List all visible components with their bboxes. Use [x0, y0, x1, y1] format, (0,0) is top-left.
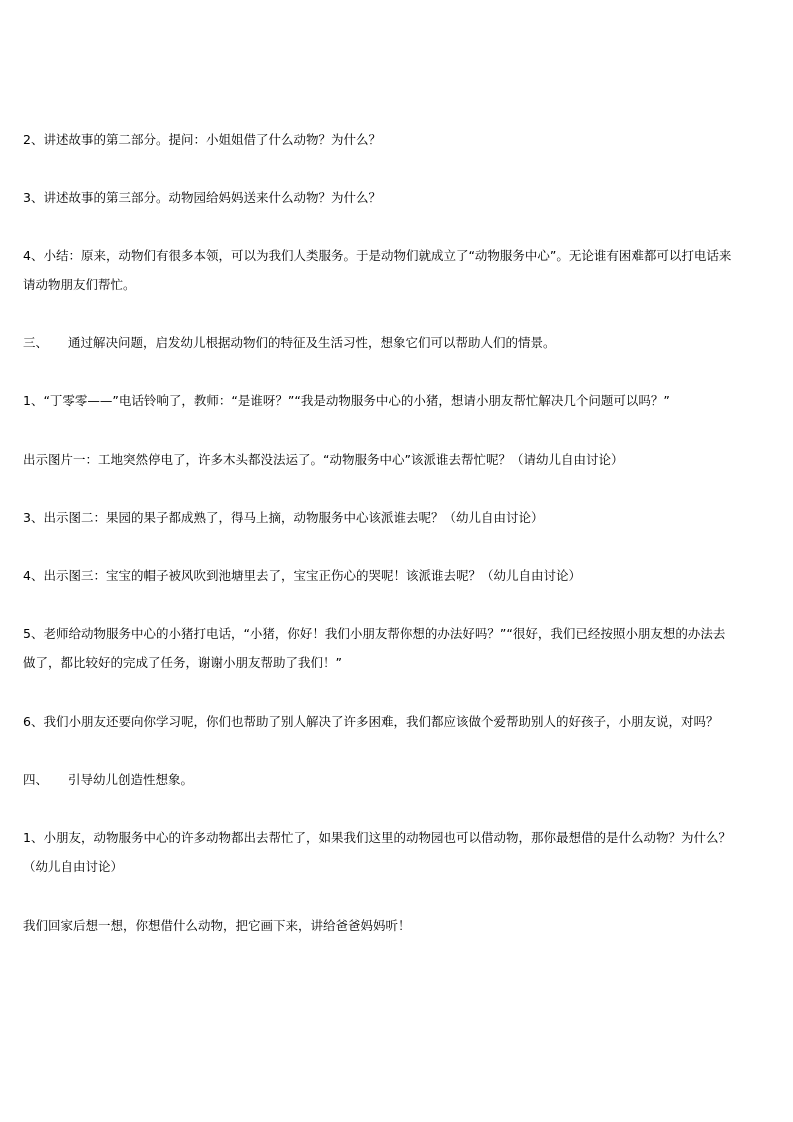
text-line: 4、小结：原来，动物们有很多本领，可以为我们人类服务。于是动物们就成立了“动物服务中心”。无论谁有困难都可以打电话来 — [23, 248, 732, 263]
paragraph-picture-two — [23, 503, 775, 532]
paragraph-borrow-animal — [23, 823, 775, 881]
paragraph-picture-three — [23, 561, 775, 590]
section-number: 三、 — [23, 335, 49, 350]
text-line: 我们回家后想一想，你想借什么动物，把它画下来，讲给爸爸妈妈听！ — [23, 918, 411, 933]
paragraph-learn-from-you — [23, 707, 775, 736]
paragraph-phone-call — [23, 386, 775, 415]
paragraph-teacher-call — [23, 619, 775, 677]
text-line: 3、出示图二：果园的果子都成熟了，得马上摘，动物服务中心该派谁去呢？（幼儿自由讨论） — [23, 510, 544, 525]
paragraph-picture-one — [23, 445, 775, 474]
text-line: 2、讲述故事的第二部分。提问：小姐姐借了什么动物？为什么？ — [23, 132, 381, 147]
paragraph-homework — [23, 911, 775, 940]
text-line: 1、小朋友，动物服务中心的许多动物都出去帮忙了，如果我们这里的动物园也可以借动物，那你最想借的是什么动物？为什么？ — [23, 830, 731, 845]
text-line: 请动物朋友们帮忙。 — [23, 277, 136, 292]
paragraph-story-part-three — [23, 183, 775, 212]
text-line: 4、出示图三：宝宝的帽子被风吹到池塘里去了，宝宝正伤心的哭呢！该派谁去呢？（幼儿自由讨论） — [23, 568, 581, 583]
text-line: （幼儿自由讨论） — [23, 859, 124, 874]
section-number: 四、 — [23, 772, 49, 787]
text-line: 1、“丁零零——”电话铃响了，教师：“是谁呀？”“我是动物服务中心的小猪，想请小朋友帮忙解决几个问题可以吗？” — [23, 393, 670, 408]
text-line: 3、讲述故事的第三部分。动物园给妈妈送来什么动物？为什么？ — [23, 190, 381, 205]
section-heading-text: 通过解决问题，启发幼儿根据动物们的特征及生活习性，想象它们可以帮助人们的情景。 — [68, 335, 556, 350]
text-line: 出示图片一：工地突然停电了，许多木头都没法运了。“动物服务中心”该派谁去帮忙呢？（请幼儿自由讨论） — [23, 452, 624, 467]
section-heading-three — [23, 328, 775, 357]
paragraph-summary — [23, 241, 775, 299]
text-line: 6、我们小朋友还要向你学习呢，你们也帮助了别人解决了许多困难，我们都应该做个爱帮助别人的好孩子，小朋友说，对吗？ — [23, 714, 719, 729]
section-heading-four — [23, 765, 775, 794]
paragraph-story-part-two — [23, 125, 775, 154]
section-heading-text: 引导幼儿创造性想象。 — [68, 772, 194, 787]
text-line: 5、老师给动物服务中心的小猪打电话，“小猪，你好！我们小朋友帮你想的办法好吗？”“很好，我们已经按照小朋友想的办法去 — [23, 626, 726, 641]
text-line: 做了，都比较好的完成了任务，谢谢小朋友帮助了我们！” — [23, 655, 342, 670]
